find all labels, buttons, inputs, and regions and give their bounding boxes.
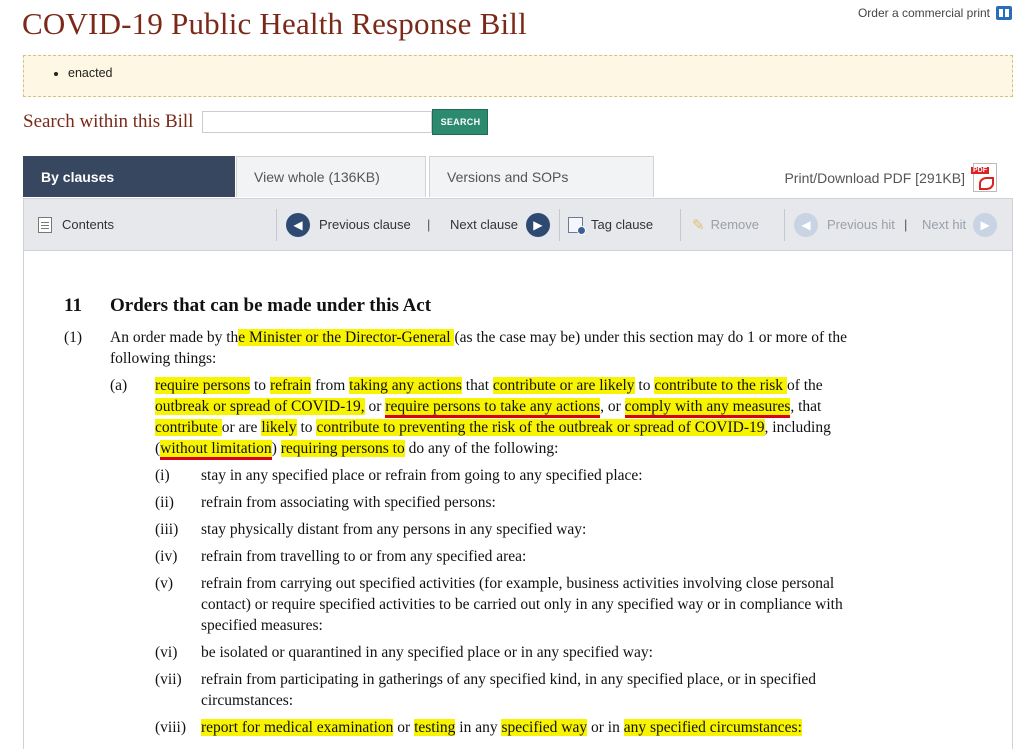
arrow-left-icon[interactable]: ◀ [286, 213, 310, 237]
highlight: outbreak or spread of COVID-19, [155, 398, 365, 415]
paragraph-a-text [155, 375, 995, 459]
clause-toolbar [23, 198, 1013, 251]
text-run: of the [786, 377, 823, 394]
highlight: contribute to preventing the risk of the outbreak or spread of COVID-19 [316, 419, 765, 436]
text-run: , including [764, 419, 831, 436]
highlight: taking any actions [349, 377, 462, 394]
previous-hit-label[interactable]: Previous hit [827, 217, 895, 232]
text-run: refrain from participating in gatherings of any specified kind, in any specified place, or in specified [201, 671, 817, 688]
item-label: (i) [155, 467, 170, 484]
highlight: e Minister or the Director-General [238, 329, 455, 346]
pencil-icon: ✎ [692, 216, 705, 234]
pdf-link-label[interactable]: Print/Download PDF [291KB] [784, 169, 965, 186]
tab-by-clauses[interactable]: By clauses [23, 156, 235, 197]
highlight: contribute [155, 419, 222, 436]
next-hit-button[interactable] [922, 199, 997, 250]
text-run: contact) or require specified activities to be carried out only in any specified way or in compliance with [201, 596, 843, 613]
text-run: to [634, 377, 655, 394]
highlight: require persons [155, 377, 251, 394]
text-run: or [364, 398, 386, 415]
previous-clause-label[interactable]: Previous clause [319, 217, 411, 232]
search-label: Search within this Bill [23, 111, 194, 132]
order-print-link[interactable] [858, 6, 1012, 20]
item-text [201, 717, 802, 738]
search-button[interactable]: SEARCH [432, 109, 488, 135]
item-text [201, 573, 981, 636]
next-clause-label[interactable]: Next clause [450, 217, 518, 232]
item-text [201, 669, 981, 711]
item-text: refrain from associating with specified persons: [201, 494, 496, 511]
view-tabs [23, 156, 1013, 198]
print-download-pdf-link[interactable] [784, 163, 997, 192]
highlight: likely [261, 419, 297, 436]
item-label: (viii) [155, 719, 186, 736]
tag-clause-label[interactable]: Tag clause [591, 217, 654, 232]
text-run: , or [600, 398, 625, 415]
subsection-text [110, 327, 980, 369]
search-input[interactable] [202, 111, 432, 133]
text-run: to [250, 377, 270, 394]
highlight: report for medical examination [201, 719, 394, 736]
text-run: from [311, 377, 350, 394]
previous-hit-button[interactable] [794, 199, 895, 250]
book-icon[interactable] [996, 6, 1012, 20]
text-run: (as the case may be) under this section may do 1 or more of the [454, 329, 847, 346]
section-number: 11 [64, 295, 82, 316]
text-run: following things: [110, 350, 217, 367]
remove-button[interactable] [692, 199, 759, 250]
arrow-right-icon[interactable]: ▶ [526, 213, 550, 237]
search-row [23, 109, 488, 135]
text-run: or are [221, 419, 262, 436]
highlight: any specified circumstances: [623, 719, 802, 736]
item-label: (vi) [155, 644, 178, 661]
remove-label[interactable]: Remove [710, 217, 759, 232]
arrow-right-disabled-icon[interactable]: ▶ [973, 213, 997, 237]
hit-nav-separator: | [904, 217, 908, 232]
item-label: (ii) [155, 494, 174, 511]
text-run: in any [455, 719, 502, 736]
subsection-label: (1) [64, 329, 83, 346]
text-run: refrain from carrying out specified activities (for example, business activities involving close personal [201, 575, 835, 592]
highlight: testing [414, 719, 456, 736]
item-label: (v) [155, 575, 174, 592]
highlight: refrain [269, 377, 312, 394]
highlight: contribute or are likely [492, 377, 635, 394]
item-text: stay physically distant from any persons in any specified way: [201, 521, 587, 538]
clause-content [23, 251, 1013, 749]
highlight: specified way [501, 719, 588, 736]
text-run: specified measures: [201, 617, 323, 634]
status-item-enacted: • enacted [68, 66, 1012, 80]
tab-versions-sops[interactable]: Versions and SOPs [429, 156, 654, 197]
highlight-underlined: without limitation [160, 440, 272, 460]
tab-view-whole[interactable]: View whole (136KB) [236, 156, 426, 197]
text-run: to [296, 419, 317, 436]
item-label: (iii) [155, 521, 179, 538]
section-heading [64, 295, 431, 317]
highlight-underlined: require persons to take any actions [385, 398, 600, 418]
text-run: that [461, 377, 493, 394]
text-run: or [393, 719, 415, 736]
document-icon [38, 217, 52, 233]
item-label: (vii) [155, 671, 182, 688]
tag-clause-icon [568, 217, 583, 233]
section-title: Orders that can be made under this Act [110, 295, 432, 316]
text-run: ) [271, 440, 281, 457]
next-clause-button[interactable] [450, 199, 550, 250]
arrow-left-disabled-icon[interactable]: ◀ [794, 213, 818, 237]
item-label: (iv) [155, 548, 178, 565]
status-box [23, 55, 1013, 97]
item-text: be isolated or quarantined in any specified place or in any specified way: [201, 644, 653, 661]
item-text: refrain from travelling to or from any specified area: [201, 548, 527, 565]
text-run: or in [587, 719, 624, 736]
text-run: , that [790, 398, 822, 415]
page-title: COVID-19 Public Health Response Bill [22, 6, 527, 41]
contents-button[interactable] [38, 199, 114, 250]
order-print-label[interactable]: Order a commercial print [857, 6, 990, 20]
contents-label[interactable]: Contents [62, 217, 115, 232]
previous-clause-button[interactable] [286, 199, 411, 250]
tag-clause-button[interactable] [568, 199, 653, 250]
text-run: ( [155, 440, 161, 457]
clause-nav-separator: | [427, 217, 431, 232]
highlight: requiring persons to [280, 440, 405, 457]
highlight: contribute to the risk [654, 377, 787, 394]
pdf-icon[interactable]: PDF [973, 163, 997, 192]
text-run: circumstances: [201, 692, 294, 709]
next-hit-label[interactable]: Next hit [922, 217, 967, 232]
highlight-underlined: comply with any measures [625, 398, 791, 418]
paragraph-label: (a) [110, 377, 128, 394]
text-run: An order made by th [110, 329, 239, 346]
item-text: stay in any specified place or refrain from going to any specified place: [201, 467, 643, 484]
text-run: do any of the following: [404, 440, 559, 457]
